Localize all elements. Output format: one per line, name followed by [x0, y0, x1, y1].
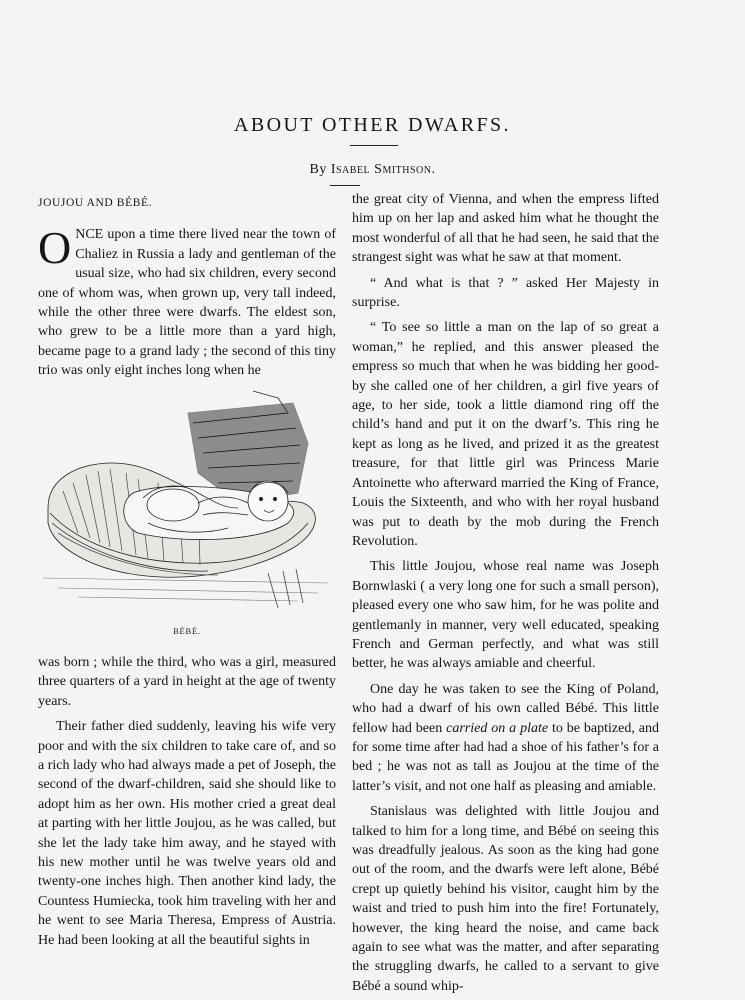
byline-divider: [330, 185, 360, 186]
paragraph-question: “ And what is that ? ” asked Her Majesty in surprise.: [352, 275, 659, 311]
opening-paragraph: [38, 222, 336, 380]
paragraph-king-poland-b: to be baptized, and for some time after had had a shoe of his father’s for a bed ; he was not as tall as Joujou at the time of the latter’s visit, and not one half as pleasing and amiable.: [352, 720, 659, 794]
right-column: [352, 190, 659, 996]
paragraph-answer: “ To see so little a man on the lap of so great a woman,” he replied, and this answer pleased the empress so much that when he was bidding her good-by she called one of her children, a girl five years of age, to her side, took a little diamond ring off the child’s hand and put it on the dwarf’s. This ring he kept as long as he lived, and prized it as the greatest treasure, for that little girl was Princess Marie Antoinette who afterward married the King of France, Louis the Sixteenth, and who with her royal husband was put to death by the mob during the French Revolution.: [352, 320, 659, 549]
drop-cap: O: [38, 222, 72, 274]
section-heading: JOUJOU AND BÉBÉ.: [38, 197, 153, 209]
byline-author: Isabel Smithson.: [330, 162, 436, 177]
paragraph-stanislaus: Stanislaus was delighted with little Joujou and talked to him for a long time, and Bébé on seeing this was dreadfully jealous. As soon as the king had gone out of the room, and the dwarfs were left alone, Bébé crept up quietly behind his visitor, caught him by the waist and tried to push him into the fire! Fortunately, however, the king heard the noise, and came back again to see what was the matter, and after separating the struggling dwarfs, he called to a servant to give Bébé a sound whip-: [352, 804, 659, 994]
left-column-top: [38, 190, 336, 381]
paragraph-vienna: the great city of Vienna, and when the empress lifted him up on her lap and asked him what he thought the most wonderful of all that he had seen, he said that the strangest sight was what he saw at that moment.: [352, 192, 659, 266]
opening-paragraph-continued: was born ; while the third, who was a girl, measured three quarters of a yard in height at the age of twenty years.: [38, 655, 336, 709]
baby-in-shoe-engraving: [38, 383, 336, 623]
paragraph-king-poland-a: One day he was taken to see the King of Poland, who had a dwarf of his own called Bébé. This little fellow had been: [352, 681, 659, 736]
article-byline: [0, 162, 745, 178]
title-divider: [350, 145, 398, 146]
illustration-bebe: [38, 383, 336, 623]
paragraph-joujou: This little Joujou, whose real name was Joseph Bornwlaski ( a very long one for such a small person), pleased every one who saw him, for he was polite and gentlemanly in manner, very well educated, speaking French and German perfectly, and what was still better, he was always amiable and cheerful.: [352, 559, 659, 672]
paragraph-king-poland: [352, 680, 659, 796]
left-column-bottom: [38, 653, 336, 950]
paragraph-father: Their father died suddenly, leaving his wife very poor and with the six children to take care of, and so a rich lady who had always made a pet of Joseph, the second of the dwarf-children, said she should like to adopt him as her own. His mother cried a great deal at parting with her little Joujou, as he was called, but she let the lady take him away, and he stayed with his new mother until he was twelve years old and twenty-one inches high. Then another kind lady, the Countess Humiecka, took him traveling with her and he went to see Maria Theresa, Empress of Austria. He had been looking at all the beautiful sights in: [38, 719, 336, 948]
article-title: ABOUT OTHER DWARFS.: [234, 114, 511, 136]
byline-by: By: [309, 162, 327, 177]
opening-paragraph-text: NCE upon a time there lived near the town of Chaliez in Russia a lady and gentleman of the usual size, who had six children, every second one of whom was, when grown up, very tall indeed, while the other three were dwarfs. The eldest son, who grew to be a little more than a yard high, became page to a grand lady ; the second of this tiny trio was only eight inches long when he: [38, 227, 336, 379]
illustration-caption: BÉBÉ.: [173, 626, 201, 636]
paragraph-king-poland-emphasis: carried on a plate: [446, 720, 549, 736]
